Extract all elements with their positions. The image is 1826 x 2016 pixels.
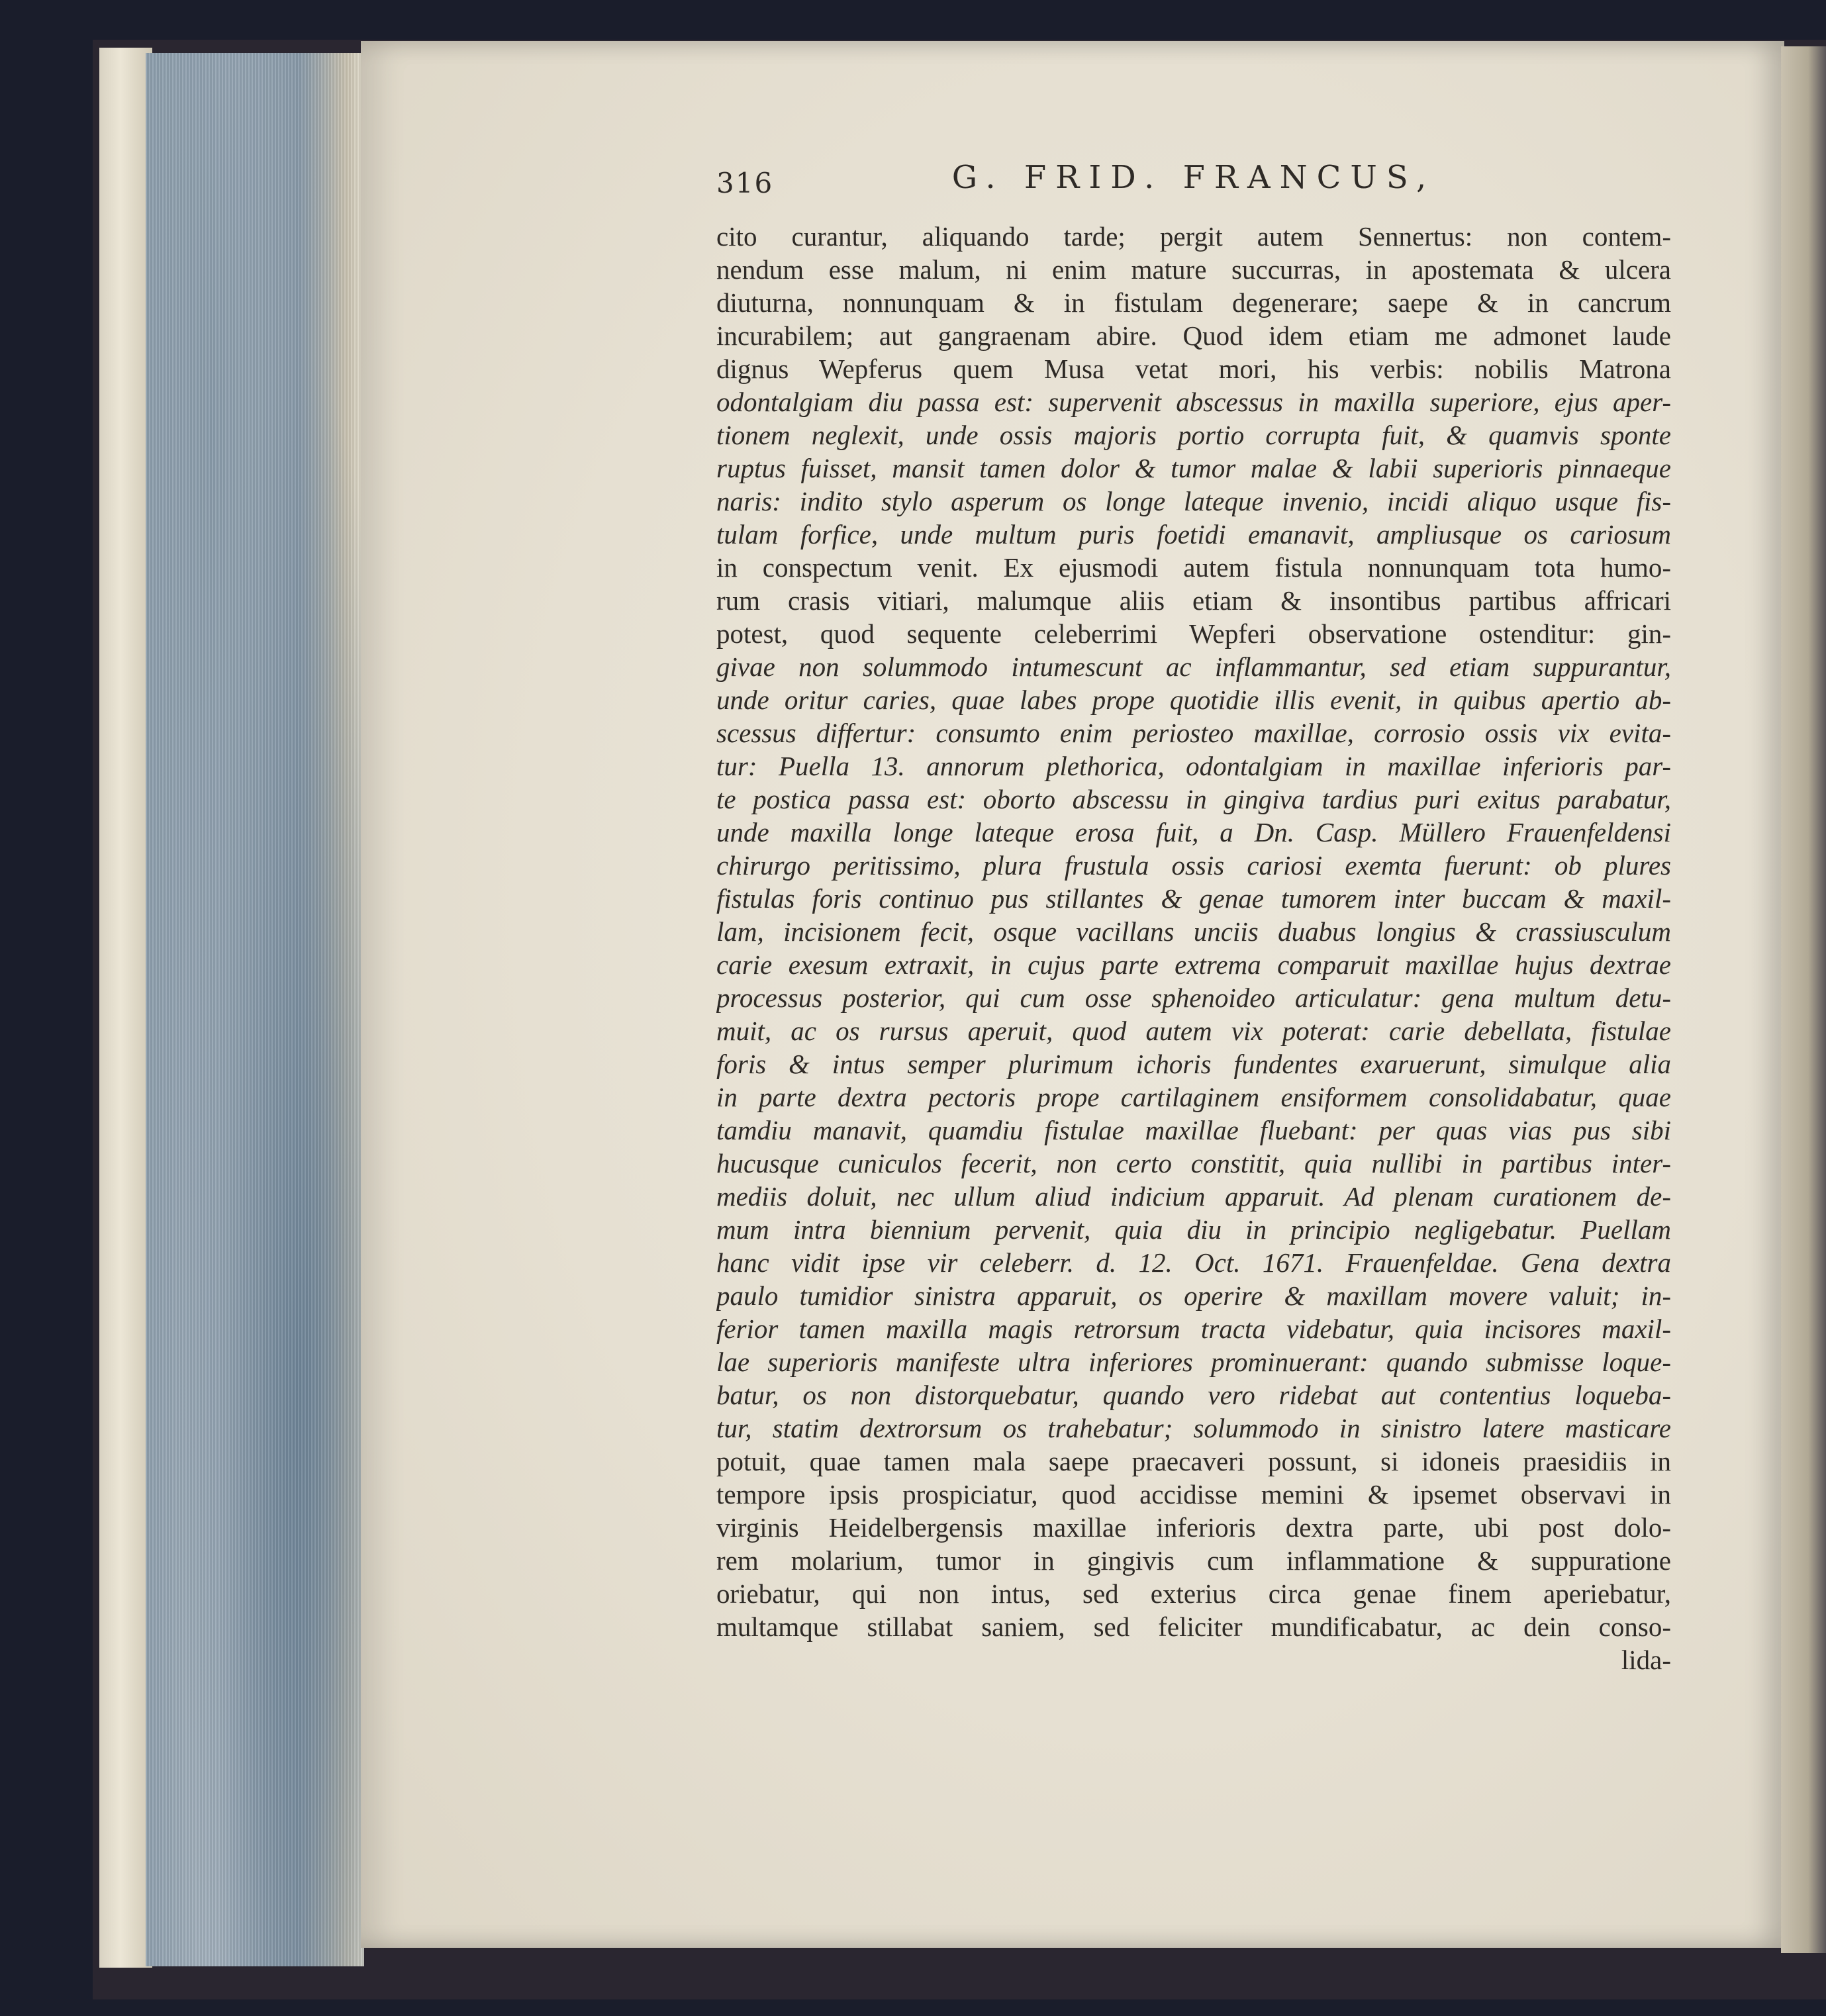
text-line: foris & intus semper plurimum ichoris fundentes exaruerunt, simulque alia [716,1049,1671,1079]
running-head: G. FRID. FRANCUS, [951,159,1436,196]
page-header [716,159,1671,205]
text-line: batur, os non distorquebatur, quando vero ridebat aut contentius loqueba- [716,1380,1671,1410]
text-line: rum crasis vitiari, malumque aliis etiam & insontibus partibus affricari [716,585,1671,616]
text-line: ruptus fuisset, mansit tamen dolor & tumor malae & labii superioris pinnaeque [716,453,1671,483]
text-line: potest, quod sequente celeberrimi Wepferi observatione ostenditur: gin- [716,618,1671,649]
text-line: tionem neglexit, unde ossis majoris portio corrupta fuit, & quamvis sponte [716,420,1671,450]
text-line: multamque stillabat saniem, sed feliciter mundificabatur, ac dein conso- [716,1611,1671,1642]
text-line: te postica passa est: oborto abscessu in gingiva tardius puri exitus parabatur, [716,784,1671,814]
text-line: tamdiu manavit, quamdiu fistulae maxillae fluebant: per quas vias pus sibi [716,1115,1671,1145]
text-line: unde oritur caries, quae labes prope quotidie illis evenit, in quibus apertio ab- [716,685,1671,715]
book-board [99,48,152,1968]
text-line: potuit, quae tamen mala saepe praecaveri possunt, si idoneis praesidiis in [716,1446,1671,1476]
page-number: 316 [716,167,774,199]
text-line: tur, statim dextrorsum os trahebatur; solummodo in sinistro latere masticare [716,1413,1671,1443]
text-line: chirurgo peritissimo, plura frustula ossis cariosi exemta fuerunt: ob plures [716,850,1671,881]
text-line: oriebatur, qui non intus, sed exterius circa genae finem aperiebatur, [716,1578,1671,1609]
right-page-edge [1781,46,1826,1953]
text-line: hanc vidit ipse vir celeberr. d. 12. Oct. 1671. Frauenfeldae. Gena dextra [716,1247,1671,1278]
text-line: naris: indito stylo asperum os longe lateque invenio, incidi aliquo usque fis- [716,486,1671,516]
text-line: processus posterior, qui cum osse sphenoideo articulatur: gena multum detu- [716,983,1671,1013]
text-line: hucusque cuniculos fecerit, non certo constitit, quia nullibi in partibus inter- [716,1148,1671,1178]
body-text [716,220,1671,1676]
text-line: muit, ac os rursus aperuit, quod autem vix poterat: carie debellata, fistulae [716,1016,1671,1046]
text-line: in conspectum venit. Ex ejusmodi autem fistula nonnunquam tota humo- [716,552,1671,583]
text-line: cito curantur, aliquando tarde; pergit autem Sennertus: non contem- [716,221,1671,252]
text-line: mum intra biennium pervenit, quia diu in principio negligebatur. Puellam [716,1214,1671,1245]
page-edges [146,53,364,1966]
text-line: unde maxilla longe lateque erosa fuit, a Dn. Casp. Müllero Frauenfeldensi [716,817,1671,847]
text-line: fistulas foris continuo pus stillantes & genae tumorem inter buccam & maxil- [716,883,1671,914]
text-line: tulam forfice, unde multum puris foetidi emanavit, ampliusque os cariosum [716,519,1671,550]
text-line: carie exesum extraxit, in cujus parte extrema comparuit maxillae hujus dextrae [716,949,1671,980]
text-line: in parte dextra pectoris prope cartilaginem ensiformem consolidabatur, quae [716,1082,1671,1112]
text-line: incurabilem; aut gangraenam abire. Quod idem etiam me admonet laude [716,320,1671,351]
text-line: paulo tumidior sinistra apparuit, os operire & maxillam movere valuit; in- [716,1280,1671,1311]
text-line: virginis Heidelbergensis maxillae inferioris dextra parte, ubi post dolo- [716,1512,1671,1543]
catchword: lida- [1621,1645,1671,1675]
text-block [716,159,1671,1676]
text-line: givae non solummodo intumescunt ac inflammantur, sed etiam suppurantur, [716,651,1671,682]
text-line: tur: Puella 13. annorum plethorica, odontalgiam in maxillae inferioris par- [716,751,1671,781]
text-line: diuturna, nonnunquam & in fistulam degenerare; saepe & in cancrum [716,287,1671,318]
text-line: scessus differtur: consumto enim periosteo maxillae, corrosio ossis vix evita- [716,718,1671,748]
text-line: nendum esse malum, ni enim mature succurras, in apostemata & ulcera [716,254,1671,285]
text-line: lae superioris manifeste ultra inferiores prominuerant: quando submisse loque- [716,1347,1671,1377]
text-line: odontalgiam diu passa est: supervenit abscessus in maxilla superiore, ejus aper- [716,387,1671,417]
text-line: dignus Wepferus quem Musa vetat mori, his verbis: nobilis Matrona [716,354,1671,384]
text-line: tempore ipsis prospiciatur, quod accidisse memini & ipsemet observavi in [716,1479,1671,1510]
text-line: rem molarium, tumor in gingivis cum inflammatione & suppuratione [716,1545,1671,1576]
text-line: lam, incisionem fecit, osque vacillans unciis duabus longius & crassiusculum [716,916,1671,947]
text-line: mediis doluit, nec ullum aliud indicium apparuit. Ad plenam curationem de- [716,1181,1671,1212]
text-line: ferior tamen maxilla magis retrorsum tracta videbatur, quia incisores maxil- [716,1314,1671,1344]
